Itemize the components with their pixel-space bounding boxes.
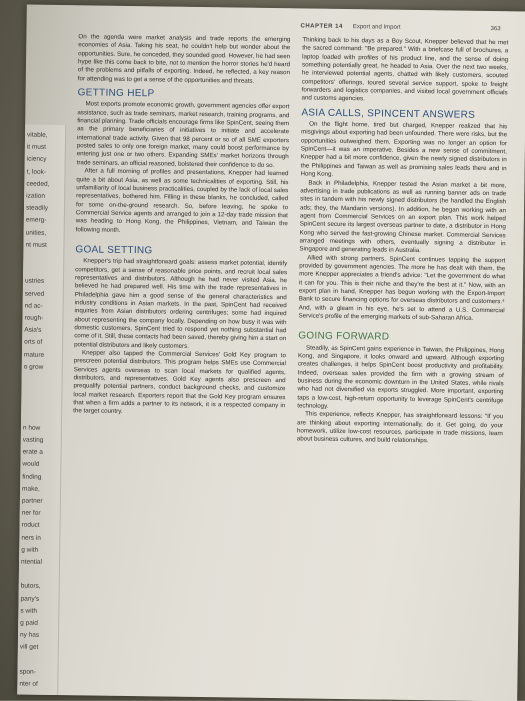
edge-text-fragment: make, xyxy=(22,485,40,493)
book-page xyxy=(17,5,525,701)
body-paragraph: Knepper's trip had straightforward goals: assess market potential, identify competitors, get a sense of reasonable price points, and recruit local sales representatives and distributors. Although he had never visited Asia, he believed he had prepared well. His time with the trade representatives in Philadelphia gave him a good sense of the general characteristics and industry conditions in Asian markets. In the past, SpinCent had received inquiries from Asian distributors ordering centrifuges; some had inquired about representing the company locally. Depending on how busy it was with domestic customers, SpinCent tried to respond yet nothing substantial had come of it. Still, these contacts had been saved, thereby giving him a start on potential distributors and likely customers. xyxy=(74,257,288,350)
edge-text-fragment: t, look- xyxy=(26,168,47,176)
edge-text-fragment: it must xyxy=(26,143,47,152)
edge-text-fragment: iciency xyxy=(26,155,47,164)
edge-text-fragment: nt must xyxy=(25,241,47,249)
edge-text-fragment xyxy=(20,655,56,656)
edge-text-fragment: Asia's xyxy=(24,326,42,334)
body-paragraph: Knepper also tapped the Commercial Services' Gold Key program to prescreen potential distributors. This program helps SMEs use Commercial Services agents overseas to scan local markets for qualified agents, distributors, and representatives. Gold Key agents also prescreen and prequalify potential partners, conduct background checks, and customize local market research. Exporters report that the Gold Key program ensures that when a firm adds a partner to its network, it is a respected company in the target country. xyxy=(73,349,287,416)
edge-text-fragment xyxy=(24,375,60,376)
edge-text-fragment: erate a xyxy=(22,448,43,456)
edge-text-fragment xyxy=(21,570,57,571)
section-title-going-forward: GOING FORWARD xyxy=(298,330,390,343)
edge-text-fragment: ner for xyxy=(21,509,41,517)
edge-text-fragment: vasting xyxy=(22,436,44,444)
section-title-getting-help: GETTING HELP xyxy=(77,87,155,100)
intro-paragraph: Thinking back to his days as a Boy Scout, Knepper believed that he met the sacred command: "Be prepared." With a briefcase full of brochures, a laptop loaded with profiles of his product line, and the sense of doing something potentially great, he headed to Asia. Over the next two weeks, he interviewed potential agents, chatted with likely customers, scouted competitors' offerings, toured several service support, spoke to freight forwarders and logistics companies, and visited local government officials and customs agencies. xyxy=(301,36,509,103)
edge-text-fragment: ization xyxy=(26,192,46,200)
edge-text-fragment: rough- xyxy=(24,314,44,322)
edge-text-fragment: ceeded, xyxy=(26,180,50,188)
edge-text-fragment: pany's xyxy=(20,595,40,603)
edge-text-fragment: orts of xyxy=(24,338,43,347)
edge-text-fragment: g with xyxy=(21,546,39,554)
edge-text-fragment: vill get xyxy=(19,643,39,652)
body-paragraph: Back in Philadelphia, Knepper tested the Asian market a bit more, advertising in trade publications as well as running banner ads on trade sites in tandem with his newly signed distributors (he handled the English ads; they, the Mandarin versions). In addition, he began working with an agent from Commercial Services on an export plan. This work helped SpinCent secure its largest overseas partner to date, a distributor in Hong Kong who served the fast-growing Chinese market. Commercial Services arranged meetings with others, eventually signing a distributor in Singapore and generating leads in Australia. xyxy=(299,178,507,255)
edge-text-fragment: o grow xyxy=(23,363,44,371)
edge-text-fragment: unities, xyxy=(25,229,47,237)
section-title-asia-calls: ASIA CALLS, SPINCENT ANSWERS xyxy=(301,107,476,121)
edge-text-fragment: butors, xyxy=(20,582,41,591)
edge-text-fragment xyxy=(24,387,60,388)
intro-paragraph: On the agenda were market analysis and trade reports the emerging economies of Asia. Taking his seat, he couldn't help but wonder about the opportunities. Sure, he conceded, they sounded good. However, he had seen hype like this come back to bite, not to mention the horror stories he'd heard of the problems and pitfalls of exporting. Indeed, he reflected, a key reason for attending was to get a sense of the opportunities and threats. xyxy=(77,33,291,85)
edge-text-fragment: would xyxy=(22,460,40,469)
edge-text-fragment: finding xyxy=(22,473,42,481)
running-header xyxy=(146,18,500,35)
edge-text-fragment: nter of xyxy=(19,680,38,688)
chapter-label: CHAPTER 14 xyxy=(300,23,343,30)
edge-text-fragment: steadily xyxy=(25,204,49,213)
running-title: Export and Import xyxy=(352,24,401,31)
edge-text-fragment xyxy=(23,411,59,412)
edge-text-fragment xyxy=(25,265,61,266)
edge-text-fragment: s with xyxy=(20,607,38,615)
body-paragraph: Allied with strong partners, SpinCent continues tapping the support provided by government agencies. The more he has dealt with them, the more Knepper appreciates a friend's advice: "Let the government do what it can for you. This is their niche and they're the best at it." Now, with an export plan in hand, Knepper has begun working with the Export-Import Bank to secure financing options for overseas distributors and customers.⁴ And, with a gleam in his eye, he's set to attend a U.S. Commercial Service's profile of the emerging markets of sub-Saharan Africa. xyxy=(298,254,506,322)
page-number: 363 xyxy=(490,26,501,33)
edge-text-fragment: nd ac- xyxy=(24,302,43,310)
edge-text-fragment: n how xyxy=(22,424,41,432)
body-paragraph: On the flight home, tired but charged, Knepper realized that his misgivings about exporting had been unfounded. There were risks, but the opportunities outweighed them. Exporting was no longer an option for SpinCent—it was an imperative. Besides a new sense of commitment, Knepper had a bit more confidence, given the newly signed distributors in the Philippines and Taiwan as well as promising sales leads there and in Hong Kong. xyxy=(300,120,508,178)
edge-text-fragment: g paid xyxy=(20,619,38,627)
previous-page-edge xyxy=(17,125,66,696)
edge-text-fragment: ustries xyxy=(24,277,45,286)
right-column xyxy=(297,36,509,447)
edge-text-fragment: vitable, xyxy=(26,131,48,139)
edge-text-fragment: spon- xyxy=(19,668,36,676)
body-paragraph: Steadily, as SpinCent gains experience in Taiwan, the Philippines, Hong Kong, and Singapore, it looks onward and upward. Although exporting creates challenges, it helps SpinCent boost productivity and profitability. Indeed, overseas sales provided the firm with a growing stream of business during the economic downturn in the United States, while rivals who had not diversified via exports struggled. More important, exporting taps a low-cost, high-return opportunity to leverage SpinCent's centrifuge technology. xyxy=(297,344,505,410)
edge-text-fragment: roduct xyxy=(21,521,40,530)
section-title-goal-setting: GOAL SETTING xyxy=(75,244,153,257)
body-paragraph: After a full morning of profiles and presentations, Knepper had learned quite a bit about Asia, as well as some technicalities of exporting. Still, his unfamiliarity of local business practicalities, coupled by the lack of local sales representatives, bothered him. Filling in these blanks, he concluded, called for some on-the-ground research. So, before leaving, he spoke to Commercial Service agents and arranged to join a 12-day trade mission that was heading to Hong Kong, the Philippines, Vietnam, and Taiwan the following month. xyxy=(75,167,289,234)
left-column xyxy=(73,33,290,419)
edge-text-fragment: ntential xyxy=(21,558,43,566)
body-paragraph: This experience, reflects Knepper, has straightforward lessons: "If you are thinking about exporting internationally, do it. Get going, do your homework, utilize low-cost resources, participate in trade missions, learn about business cultures, and build relationships. xyxy=(296,410,504,445)
edge-text-fragment: emerg- xyxy=(25,216,47,225)
edge-text-fragment xyxy=(23,399,59,400)
edge-text-fragment: ners in xyxy=(21,534,41,542)
edge-text-fragment: served xyxy=(24,290,45,298)
edge-text-fragment: mature xyxy=(23,351,45,359)
body-paragraph: Most exports promote economic growth, government agencies offer export assistance, such as trade seminars, market research, training programs, and financial planning. Trade officials encourage firms like SpinCent, seeing them as the primary beneficiaries of initiatives to initiate and accelerate international trade activity. Given that 98 percent or so of all SME exporters posted sales to only one foreign market, many could boost performance by entering just one or two others. Expanding SMEs' market horizons through trade seminars, an official reasoned, bolstered their confidence to do so. xyxy=(76,100,290,169)
edge-text-fragment: partner xyxy=(21,497,43,505)
edge-text-fragment: ny has xyxy=(19,631,40,639)
edge-text-fragment xyxy=(25,253,61,254)
